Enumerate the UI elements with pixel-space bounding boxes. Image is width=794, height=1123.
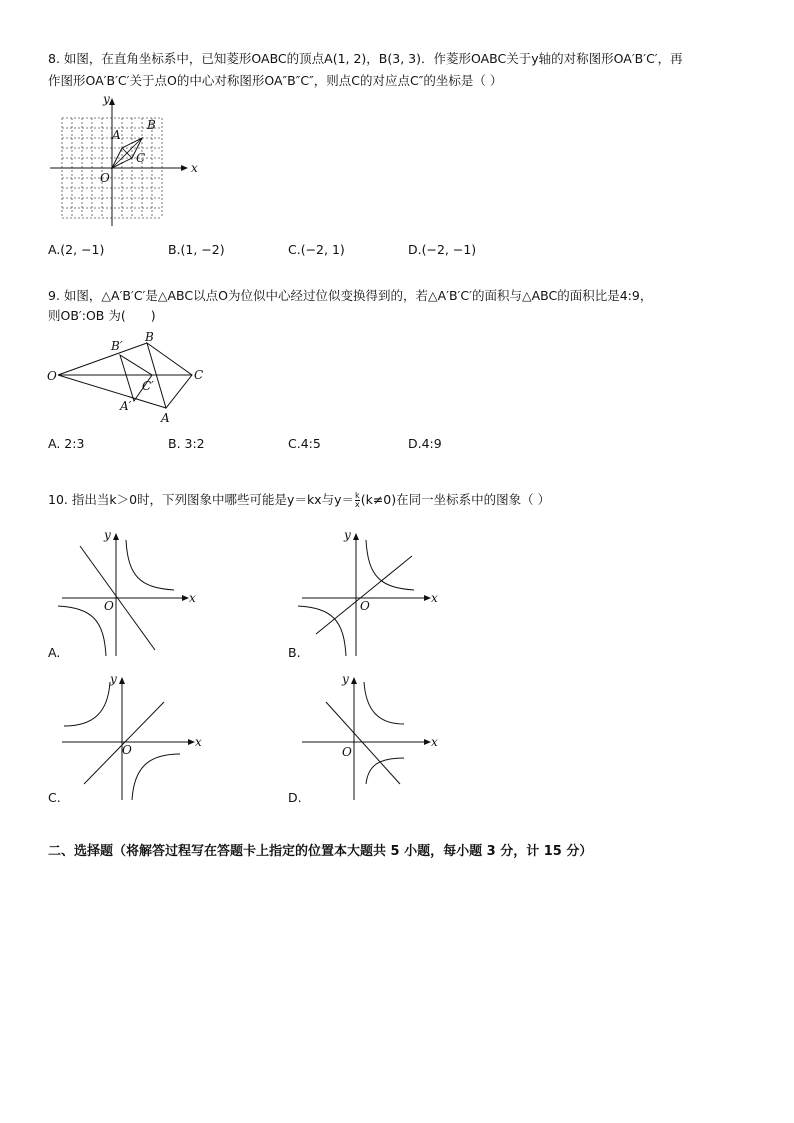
q9-point-o-label: O <box>47 369 57 383</box>
q10-graph-a-origin: O <box>104 599 114 613</box>
q10-fraction-denominator: x <box>354 500 360 509</box>
q8-option-d: D.(−2, −1) <box>408 242 477 257</box>
q10-fraction <box>355 492 360 509</box>
q8-point-b-label: B <box>147 118 156 132</box>
q10-stem-tail: (k≠0)在同一坐标系中的图象（ ） <box>360 492 551 507</box>
q8-option-b: B.(1, −2) <box>168 242 225 257</box>
q9-option-b: B. 3:2 <box>168 436 205 451</box>
q9-point-a1-label: A′ <box>120 399 132 413</box>
q9-option-c: C.4:5 <box>288 436 321 451</box>
q10-stem-line1 <box>48 491 550 509</box>
q10-graph-b-origin: O <box>360 599 370 613</box>
q10-graph-c-y-label: y <box>110 672 117 686</box>
q9-stem-line2: 则OB′:OB 为( ) <box>48 308 156 323</box>
q10-graph-d-y-label: y <box>342 672 349 686</box>
q10-option-c: C. <box>48 790 61 805</box>
q10-graph-d <box>300 672 440 802</box>
q10-graph-c-x-label: x <box>195 735 202 749</box>
q9-point-b-label: B <box>145 330 154 344</box>
q9-point-c1-label: C′ <box>142 379 154 393</box>
q10-graph-d-x-label: x <box>431 735 438 749</box>
q10-option-d: D. <box>288 790 302 805</box>
q9-option-d: D.4:9 <box>408 436 442 451</box>
section-2-heading: 二、选择题（将解答过程写在答题卡上指定的位置本大题共 5 小题，每小题 3 分，计 15 分） <box>48 844 593 859</box>
q10-graph-a-y-label: y <box>104 528 111 542</box>
q10-graph-b <box>300 528 440 658</box>
q9-point-b1-label: B′ <box>111 339 123 353</box>
q8-option-a: A.(2, −1) <box>48 242 105 257</box>
q9-stem-line1: 9. 如图，△A′B′C′是△ABC以点O为位似中心经过位似变换得到的，若△A′B′C′的面积与△ABC的面积比是4:9， <box>48 288 653 303</box>
q8-figure <box>48 92 198 232</box>
q10-graph-a-x-label: x <box>189 591 196 605</box>
q10-graph-b-y-label: y <box>344 528 351 542</box>
q8-origin-label: O <box>100 171 110 185</box>
q10-graph-c-origin: O <box>122 743 132 757</box>
q8-point-a-label: A <box>112 128 121 142</box>
q8-y-axis-label: y <box>103 92 110 106</box>
q8-stem-line1: 8. 如图，在直角坐标系中，已知菱形OABC的顶点A(1, 2)，B(3, 3)．作菱形OABC关于y轴的对称图形OA′B′C′，再 <box>48 51 683 66</box>
q10-stem-text: 10. 指出当k＞0时，下列图象中哪些可能是y＝kx与y＝ <box>48 492 354 507</box>
q8-point-c-label: C <box>136 151 146 165</box>
q10-graph-a <box>60 528 200 658</box>
q10-option-b: B. <box>288 645 301 660</box>
q10-graph-b-x-label: x <box>431 591 438 605</box>
q10-graph-c <box>60 672 200 802</box>
q8-option-c: C.(−2, 1) <box>288 242 345 257</box>
q10-fraction-numerator: k <box>355 491 360 500</box>
q9-point-a-label: A <box>161 411 170 425</box>
q8-x-axis-label: x <box>191 161 198 175</box>
q10-graph-d-origin: O <box>342 745 352 759</box>
q9-point-c-label: C <box>194 368 204 382</box>
q8-stem-line2: 作图形OA′B′C′关于点O的中心对称图形OA″B″C″，则点C的对应点C″的坐标是（ ） <box>48 73 503 88</box>
q9-figure <box>44 328 214 428</box>
q10-option-a: A. <box>48 645 61 660</box>
q9-option-a: A. 2:3 <box>48 436 85 451</box>
